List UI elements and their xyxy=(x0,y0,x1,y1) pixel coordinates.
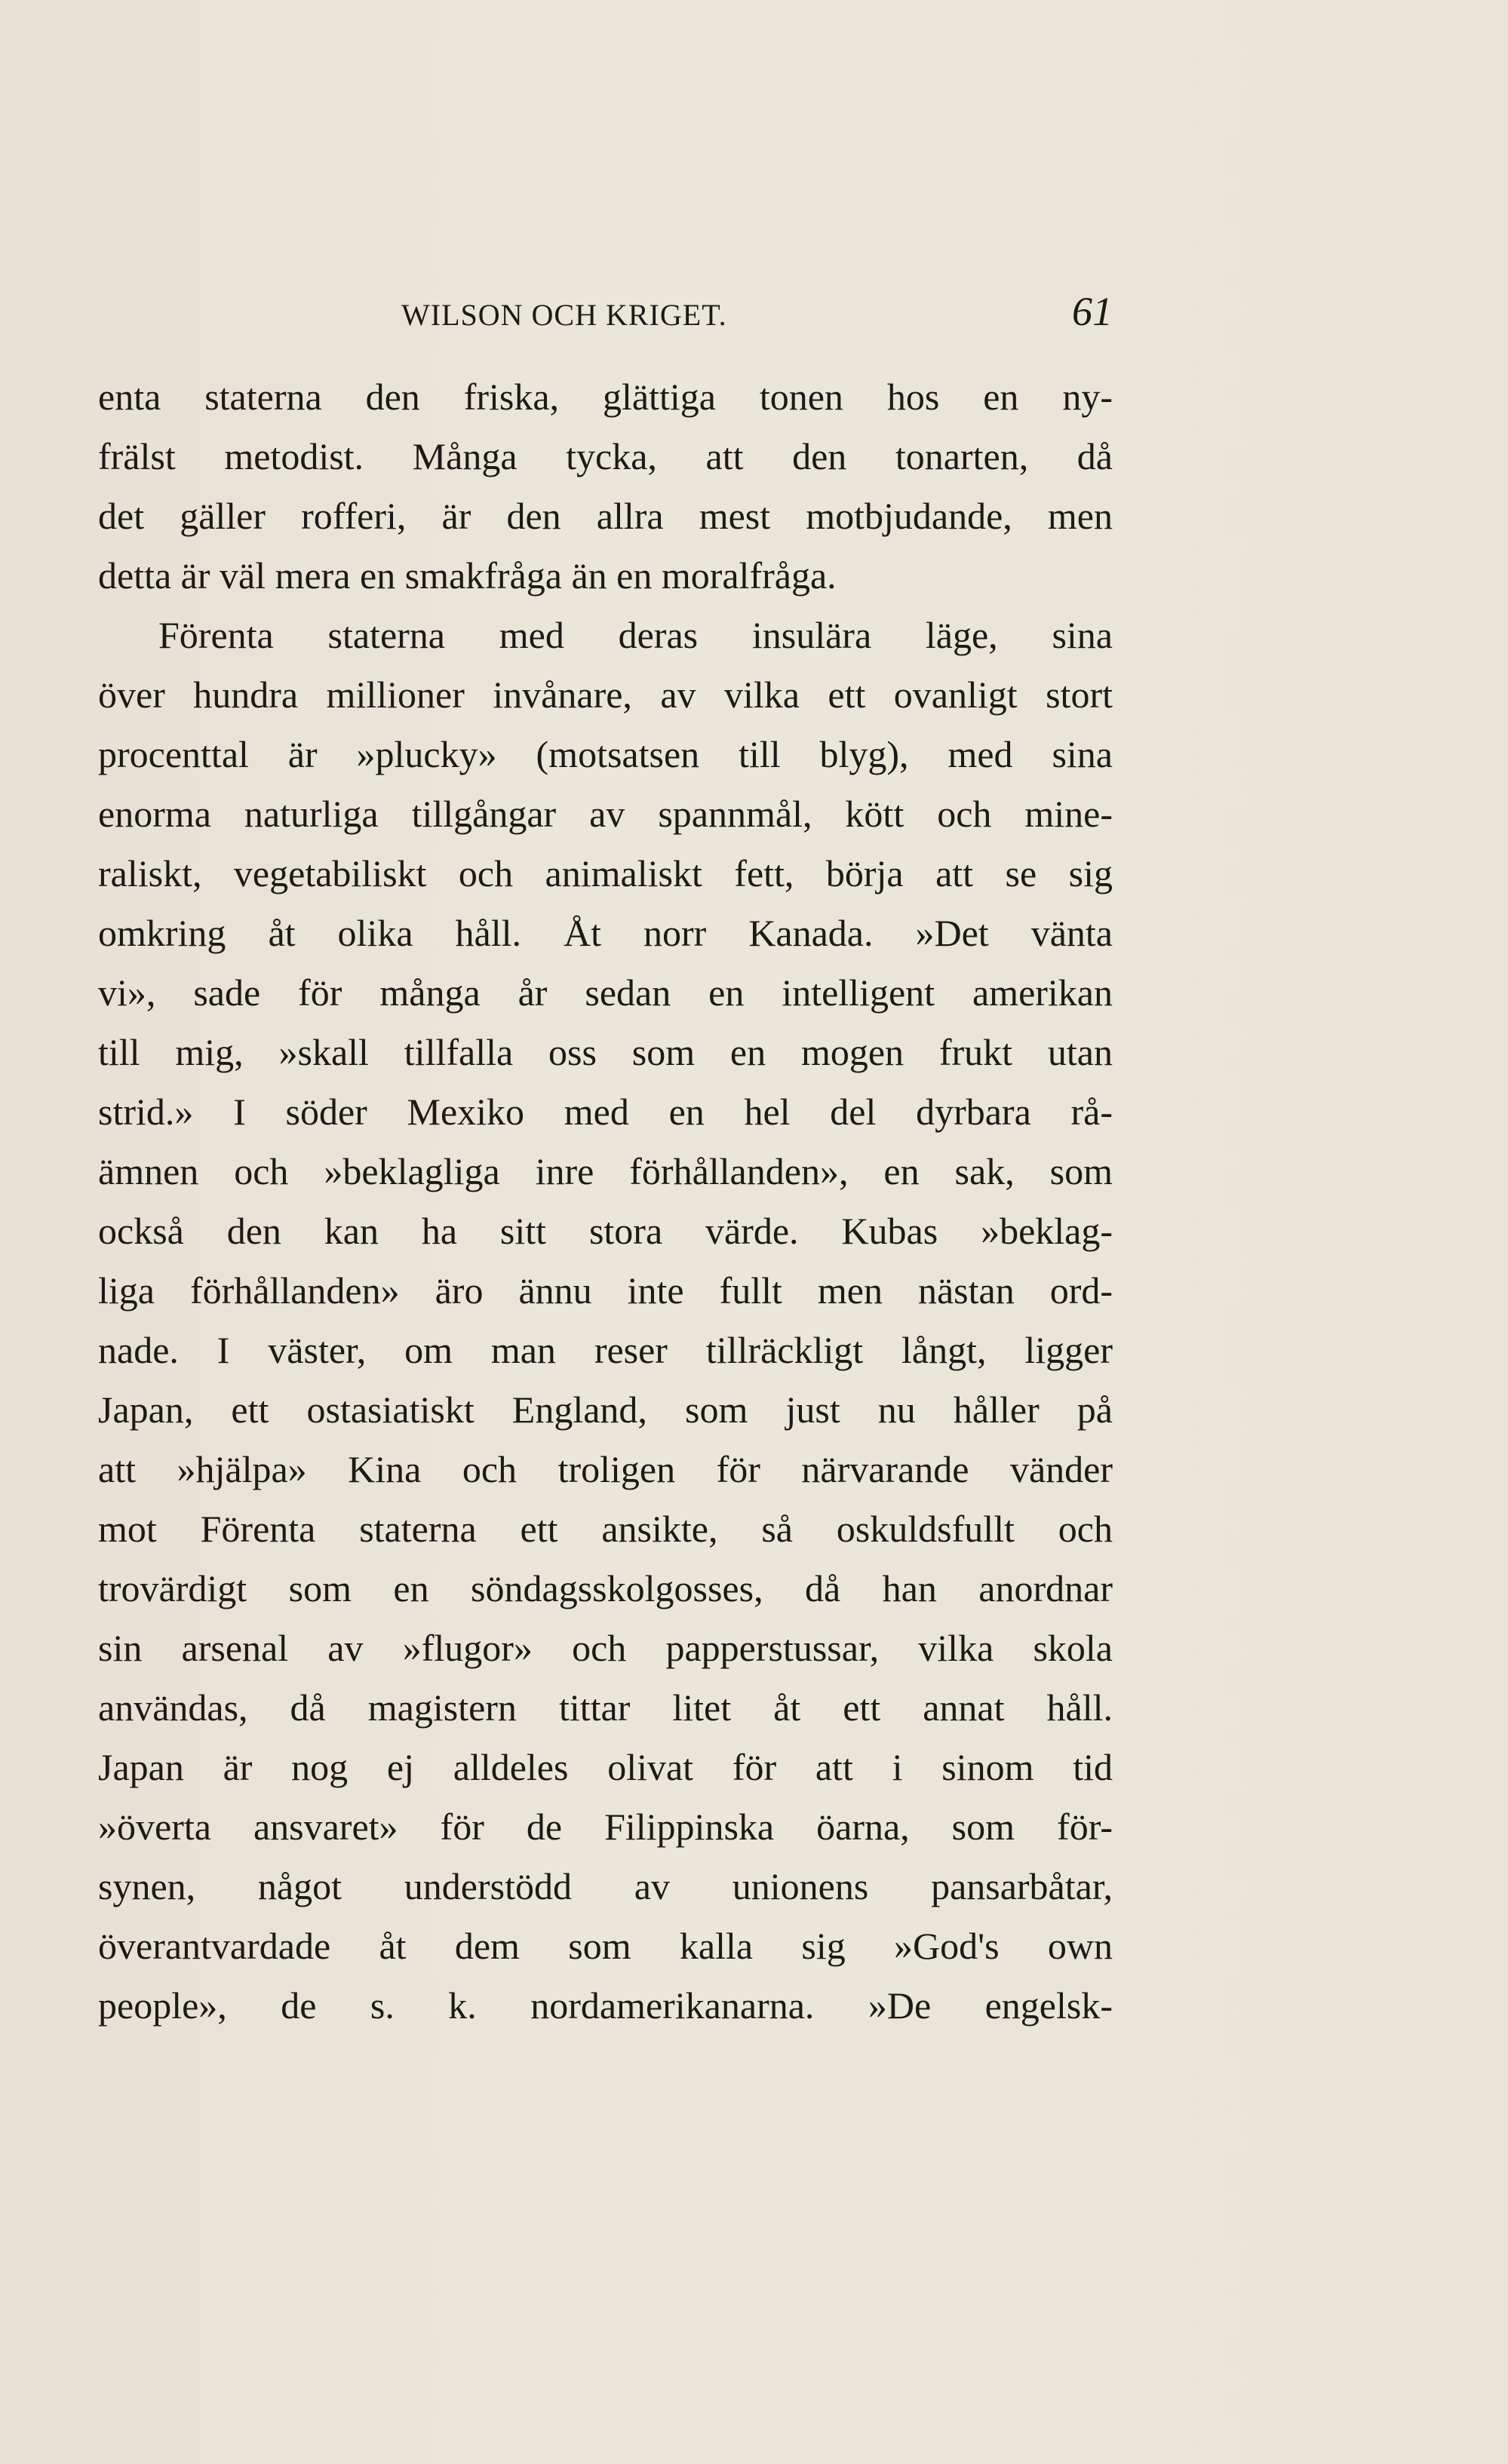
text-line: till mig, »skall tillfalla oss som en mogen frukt utan xyxy=(98,1031,1113,1073)
running-title: WILSON OCH KRIGET. xyxy=(401,298,727,332)
text-line: enorma naturliga tillgångar av spannmål, kött och mine- xyxy=(98,793,1113,835)
text-line: att »hjälpa» Kina och troligen för närvarande vänder xyxy=(98,1448,1113,1490)
text-line: synen, något understödd av unionens pansarbåtar, xyxy=(98,1865,1113,1907)
text-line: enta staterna den friska, glättiga tonen hos en ny- xyxy=(98,376,1113,418)
text-line: över hundra millioner invånare, av vilka ett ovanligt stort xyxy=(98,674,1113,716)
text-line: Förenta staterna med deras insulära läge, sina xyxy=(158,614,1113,656)
text-line: vi», sade för många år sedan en intelligent amerikan xyxy=(98,971,1113,1014)
text-line: detta är väl mera en smakfråga än en moralfråga. xyxy=(98,554,837,597)
text-line: strid.» I söder Mexiko med en hel del dyrbara rå- xyxy=(98,1091,1113,1133)
text-line: trovärdigt som en söndagsskolgosses, då han anordnar xyxy=(98,1567,1113,1609)
text-line: sin arsenal av »flugor» och papperstussar, vilka skola xyxy=(98,1627,1113,1669)
text-line: omkring åt olika håll. Åt norr Kanada. »Det vänta xyxy=(98,912,1113,954)
text-line: frälst metodist. Många tycka, att den tonarten, då xyxy=(98,435,1113,477)
text-line: det gäller rofferi, är den allra mest motbjudande, men xyxy=(98,495,1113,537)
page-number: 61 xyxy=(1072,289,1113,334)
running-head xyxy=(98,288,1113,341)
text-line: Japan är nog ej alldeles olivat för att i sinom tid xyxy=(98,1746,1113,1788)
text-line: procenttal är »plucky» (motsatsen till blyg), med sina xyxy=(98,733,1113,775)
text-line: nade. I väster, om man reser tillräckligt långt, ligger xyxy=(98,1329,1113,1371)
text-line: raliskt, vegetabiliskt och animaliskt fett, börja att se sig xyxy=(98,852,1113,894)
text-line: people», de s. k. nordamerikanarna. »De engelsk- xyxy=(98,1984,1113,2027)
text-line: överantvardade åt dem som kalla sig »God's own xyxy=(98,1925,1113,1967)
text-line: användas, då magistern tittar litet åt ett annat håll. xyxy=(98,1686,1113,1729)
text-line: ämnen och »beklagliga inre förhållanden», en sak, som xyxy=(98,1150,1113,1192)
text-line: Japan, ett ostasiatiskt England, som just nu håller på xyxy=(98,1388,1113,1431)
text-line: liga förhållanden» äro ännu inte fullt men nästan ord- xyxy=(98,1269,1113,1312)
text-line: »överta ansvaret» för de Filippinska öarna, som för- xyxy=(98,1806,1113,1848)
text-line: också den kan ha sitt stora värde. Kubas »beklag- xyxy=(98,1210,1113,1252)
text-line: mot Förenta staterna ett ansikte, så oskuldsfullt och xyxy=(98,1508,1113,1550)
body-text xyxy=(98,367,1113,2036)
